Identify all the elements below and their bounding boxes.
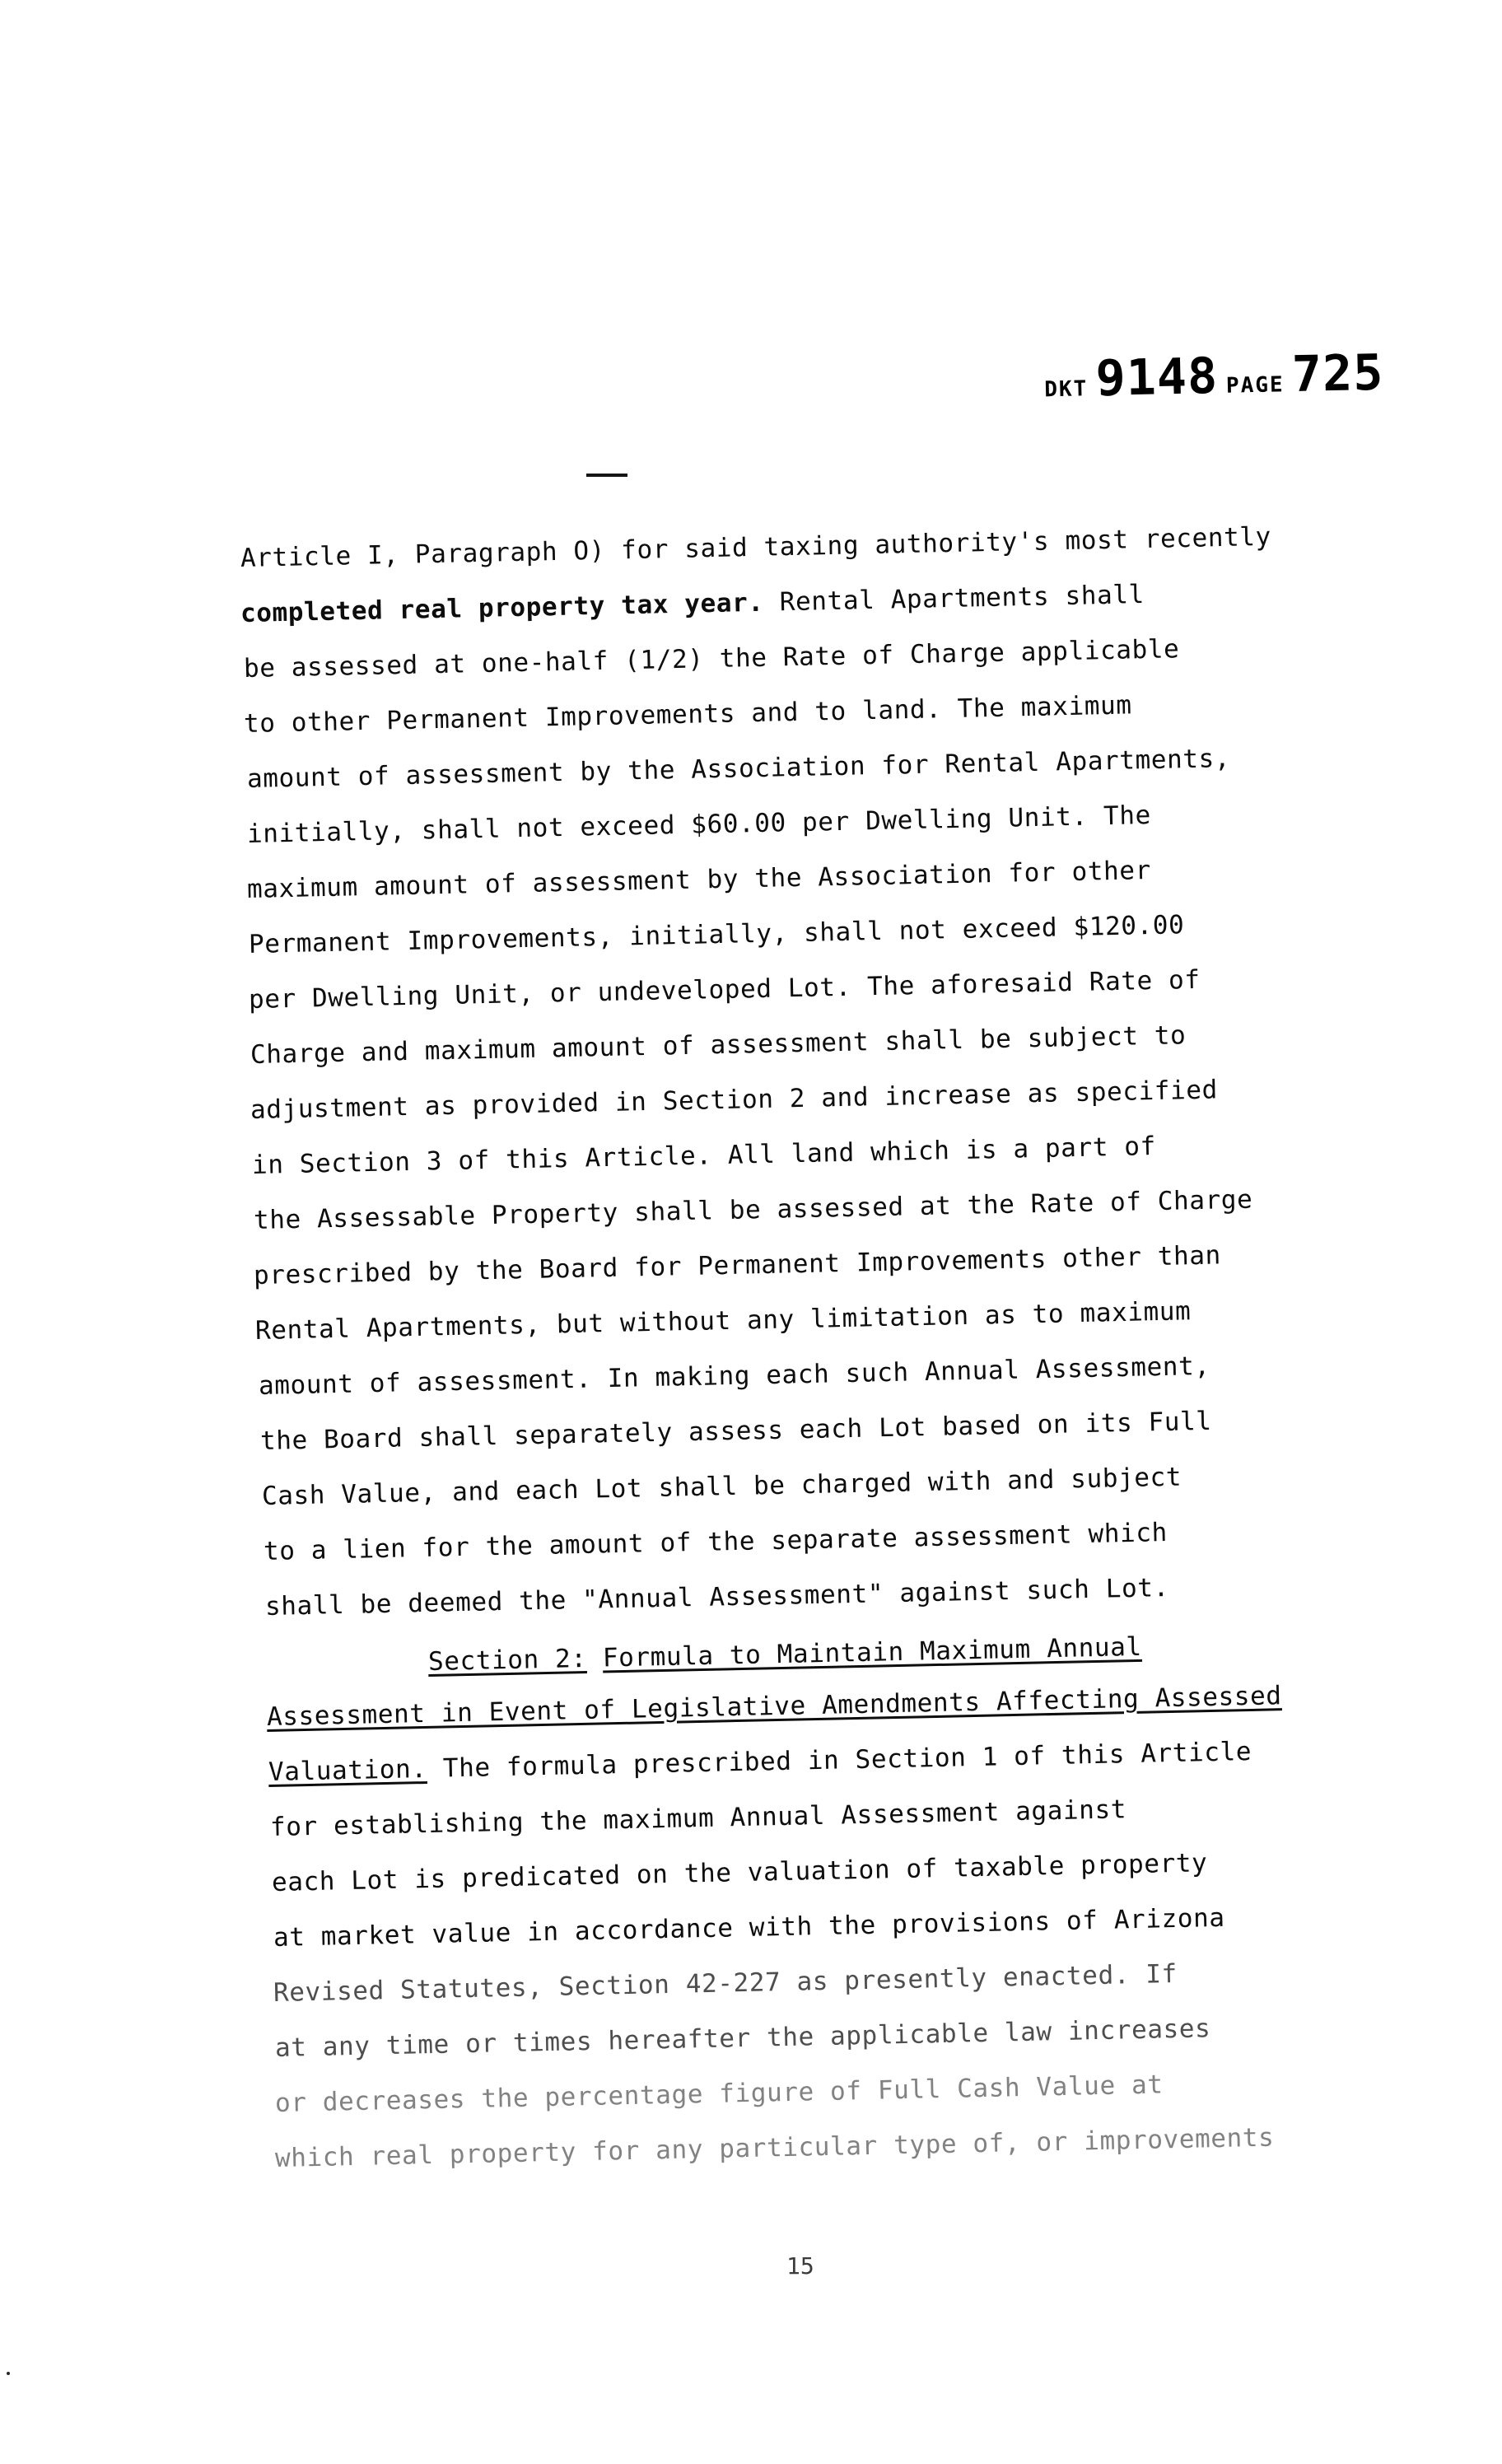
text-segment: initially, shall not exceed $60.00 per Dwelling Unit. The xyxy=(246,800,1152,849)
underlined-text: Valuation. xyxy=(268,1753,427,1787)
text-line xyxy=(262,1463,1182,1511)
text-segment: Revised Statutes, Section 42-227 as presently enacted. If xyxy=(273,1959,1178,2008)
text-segment: Charge and maximum amount of assessment shall be subject to xyxy=(250,1020,1187,1070)
text-segment: adjustment as provided in Section 2 and increase as specified xyxy=(250,1075,1219,1125)
text-segment: at any time or times hereafter the applicable law increases xyxy=(274,2014,1211,2063)
text-line xyxy=(255,1296,1192,1346)
text-segment: shall be deemed the "Annual Assessment" against such Lot. xyxy=(264,1573,1170,1622)
text-line xyxy=(275,2014,1211,2063)
text-segment: maximum amount of assessment by the Association for other xyxy=(246,856,1152,904)
text-segment: each Lot is predicated on the valuation of taxable property xyxy=(271,1848,1208,1897)
text-segment: prescribed by the Board for Permanent Improvements other than xyxy=(253,1240,1222,1290)
text-line xyxy=(264,1518,1168,1566)
text-line xyxy=(252,1132,1157,1180)
text-line xyxy=(265,1573,1170,1622)
text-line xyxy=(247,744,1231,794)
text-line xyxy=(272,1848,1208,1897)
text-segment: for establishing the maximum Annual Assessment against xyxy=(269,1794,1127,1842)
text-line xyxy=(250,1020,1187,1070)
text-line xyxy=(247,800,1152,849)
text-line xyxy=(273,1959,1178,2008)
text-line xyxy=(249,965,1201,1015)
scan-speck xyxy=(7,2372,10,2375)
docket-label: DKT xyxy=(1043,376,1089,403)
underlined-text: Assessment in Event of Legislative Amendments Affecting Assessed xyxy=(266,1681,1282,1732)
text-segment: Rental Apartments shall xyxy=(763,580,1145,618)
text-line xyxy=(270,1794,1127,1842)
docket-number: 9148 xyxy=(1094,347,1219,408)
text-segment: the Board shall separately assess each Lot based on its Full xyxy=(259,1406,1212,1456)
text-line xyxy=(247,856,1152,904)
text-segment: Permanent Improvements, initially, shall not exceed $120.00 xyxy=(248,910,1185,959)
text-segment: to other Permanent Improvements and to land. The maximum xyxy=(243,690,1132,739)
text-line xyxy=(254,1240,1222,1290)
text-segment xyxy=(586,1644,603,1673)
text-segment: amount of assessment. In making each such Annual Assessment, xyxy=(258,1351,1210,1401)
text-segment: be assessed at one-half (1/2) the Rate of Charge applicable xyxy=(243,634,1180,684)
text-line xyxy=(250,1075,1219,1125)
text-line xyxy=(268,1737,1252,1787)
text-line xyxy=(249,910,1185,959)
text-segment: amount of assessment by the Association for Rental Apartments, xyxy=(246,743,1231,794)
text-line xyxy=(259,1351,1210,1401)
text-segment: which real property for any particular type of, or improvements xyxy=(274,2122,1275,2173)
text-segment: Cash Value, and each Lot shall be charged with and subject xyxy=(261,1462,1182,1511)
text-line xyxy=(267,1681,1282,1732)
text-line xyxy=(240,522,1272,573)
text-line xyxy=(244,634,1180,684)
bold-text: completed real property tax year. xyxy=(240,587,764,628)
text-line xyxy=(428,1632,1142,1677)
text-line xyxy=(244,690,1132,739)
page-number: 15 xyxy=(786,2252,814,2280)
text-line xyxy=(240,580,1145,628)
docket-stamp xyxy=(1043,344,1384,409)
docket-page-number: 725 xyxy=(1291,343,1385,404)
text-segment: Rental Apartments, but without any limitation as to maximum xyxy=(254,1296,1192,1346)
text-segment: per Dwelling Unit, or undeveloped Lot. The aforesaid Rate of xyxy=(248,964,1201,1015)
text-line xyxy=(273,1903,1225,1953)
text-segment: Article I, Paragraph O) for said taxing authority's most recently xyxy=(240,521,1272,573)
text-line xyxy=(275,2123,1275,2173)
underlined-text: Section 2: xyxy=(427,1643,587,1677)
text-segment: at market value in accordance with the provisions of Arizona xyxy=(273,1902,1225,1953)
text-segment: The formula prescribed in Section 1 of this Article xyxy=(427,1736,1252,1784)
text-line xyxy=(275,2070,1164,2118)
text-segment: in Section 3 of this Article. All land which is a part of xyxy=(251,1132,1157,1180)
text-line xyxy=(260,1407,1212,1456)
text-segment: or decreases the percentage figure of Full Cash Value at xyxy=(274,2070,1164,2118)
text-segment: the Assessable Property shall be assessed at the Rate of Charge xyxy=(253,1184,1253,1235)
separator-dash xyxy=(586,474,627,477)
underlined-text: Formula to Maintain Maximum Annual xyxy=(602,1631,1143,1673)
docket-page-label: PAGE xyxy=(1225,372,1285,399)
text-segment: to a lien for the amount of the separate assessment which xyxy=(263,1518,1168,1566)
text-line xyxy=(254,1185,1253,1235)
